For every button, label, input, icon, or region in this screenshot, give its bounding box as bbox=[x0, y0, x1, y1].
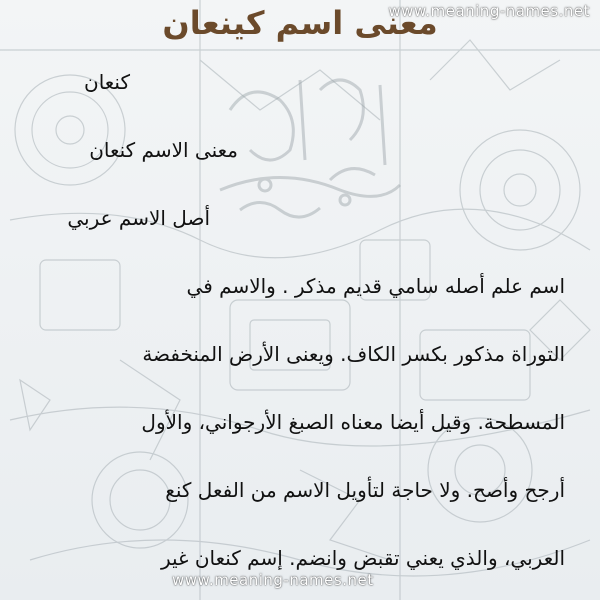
calligraphy-logo bbox=[220, 80, 400, 217]
description-line-3: المسطحة. وقيل أيضا معناه الصبغ الأرجواني، والأول bbox=[141, 410, 565, 434]
description-line-5: العربي، والذي يعني تقبض وانضم. إسم كنعان غير bbox=[160, 546, 565, 570]
page-title: معنى اسم كينعان bbox=[162, 4, 438, 42]
origin-label: أصل الاسم عربي bbox=[67, 206, 210, 230]
name-label: كنعان bbox=[84, 70, 130, 94]
sketch-gear-right bbox=[460, 130, 580, 250]
description-line-2: التوراة مذكور بكسر الكاف. ويعنى الأرض المنخفضة bbox=[142, 342, 565, 366]
watermark-bottom: www.meaning-names.net bbox=[172, 571, 374, 589]
description-line-4: أرجح وأصح. ولا حاجة لتأويل الاسم من الفعل كنع bbox=[165, 478, 565, 502]
meaning-heading: معنى الاسم كنعان bbox=[89, 138, 238, 162]
description-line-1: اسم علم أصله سامي قديم مذكر . والاسم في bbox=[186, 274, 565, 298]
watermark-top: www.meaning-names.net bbox=[388, 2, 590, 20]
